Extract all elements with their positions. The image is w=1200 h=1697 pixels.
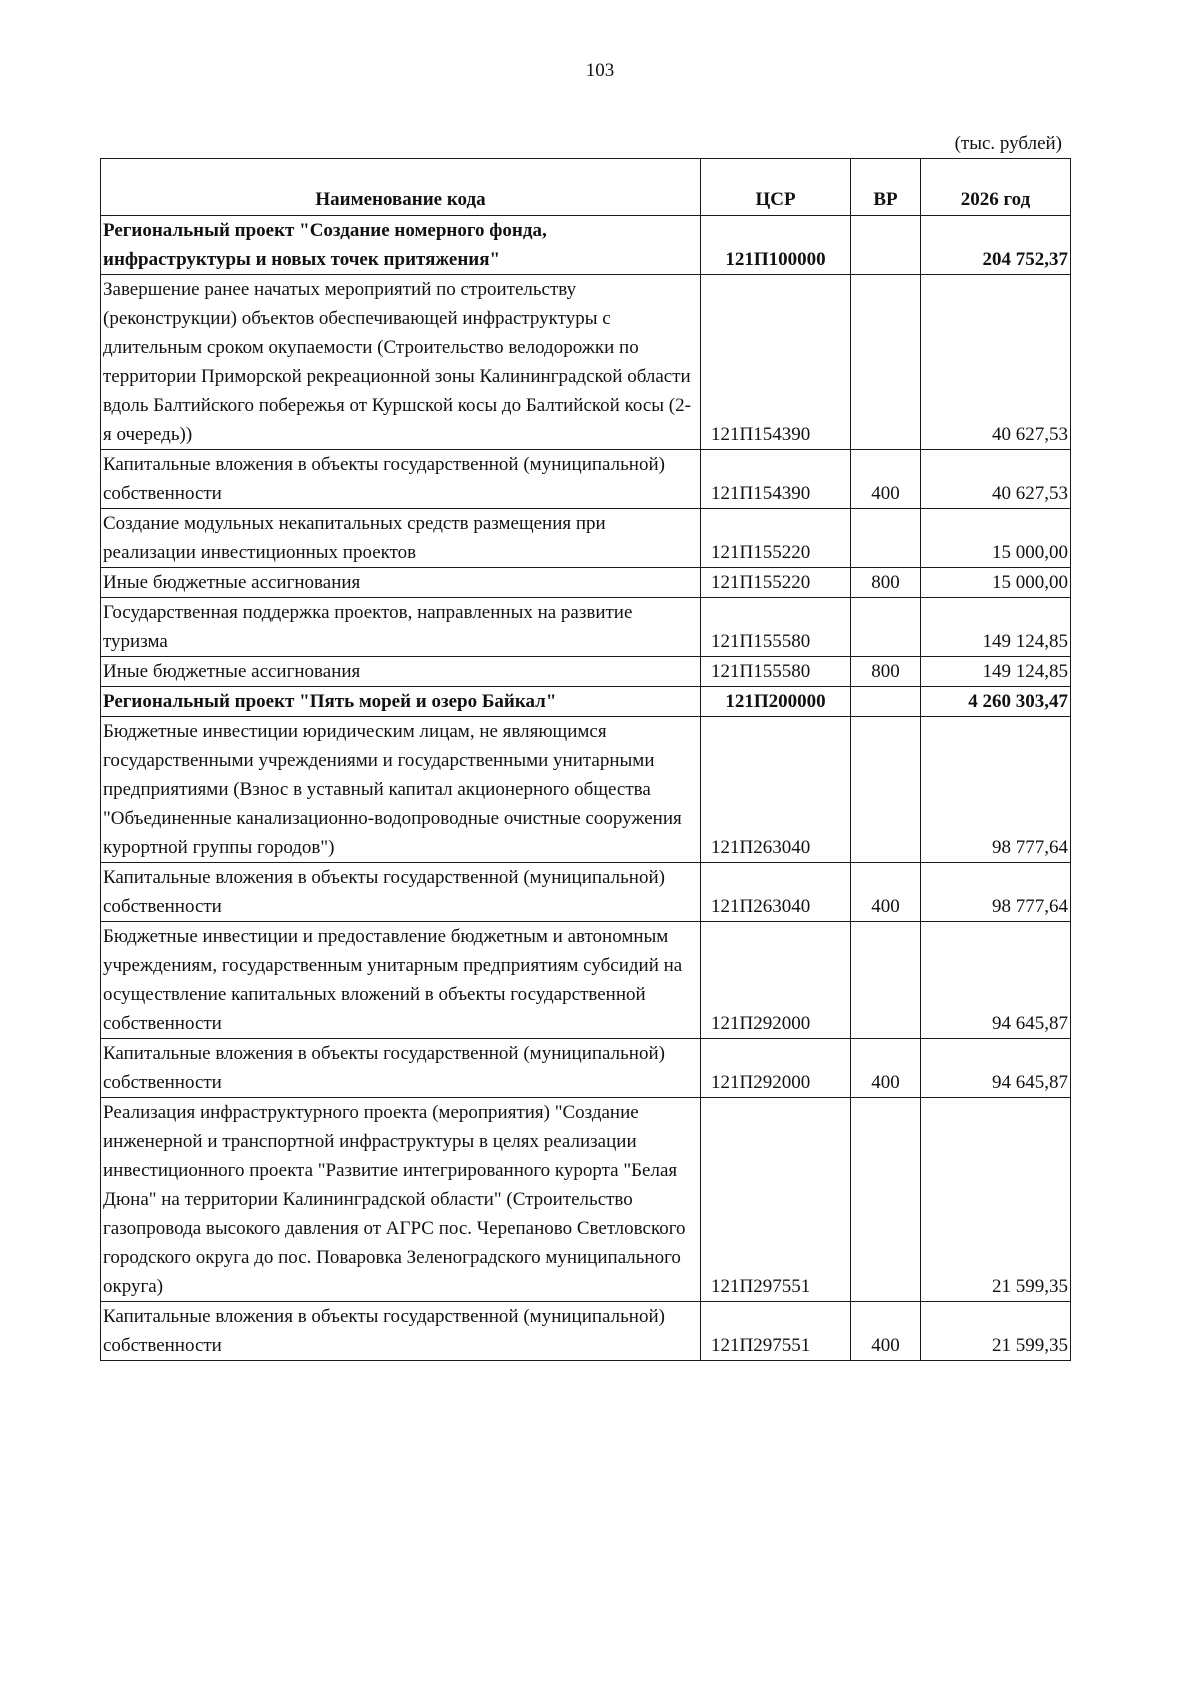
row-vr: 800 bbox=[851, 568, 921, 598]
row-csr: 121П154390 bbox=[701, 450, 851, 509]
table-row bbox=[101, 863, 1071, 922]
header-vr: ВР bbox=[851, 159, 921, 216]
row-name: Капитальные вложения в объекты государственной (муниципальной) собственности bbox=[101, 1302, 701, 1361]
row-name: Капитальные вложения в объекты государственной (муниципальной) собственности bbox=[101, 450, 701, 509]
header-name: Наименование кода bbox=[101, 159, 701, 216]
table-row bbox=[101, 922, 1071, 1039]
row-vr: 400 bbox=[851, 863, 921, 922]
row-vr bbox=[851, 275, 921, 450]
row-name: Региональный проект "Пять морей и озеро Байкал" bbox=[101, 687, 701, 717]
header-amount: 2026 год bbox=[921, 159, 1071, 216]
row-amount: 15 000,00 bbox=[921, 568, 1071, 598]
row-amount: 94 645,87 bbox=[921, 1039, 1071, 1098]
table-row bbox=[101, 1098, 1071, 1302]
table-row bbox=[101, 568, 1071, 598]
row-vr: 800 bbox=[851, 657, 921, 687]
row-amount: 21 599,35 bbox=[921, 1098, 1071, 1302]
table-row bbox=[101, 509, 1071, 568]
row-amount: 98 777,64 bbox=[921, 863, 1071, 922]
table-row bbox=[101, 1302, 1071, 1361]
row-vr: 400 bbox=[851, 450, 921, 509]
row-name: Капитальные вложения в объекты государственной (муниципальной) собственности bbox=[101, 1039, 701, 1098]
row-vr bbox=[851, 598, 921, 657]
row-csr: 121П292000 bbox=[701, 922, 851, 1039]
table-row bbox=[101, 275, 1071, 450]
units-label: (тыс. рублей) bbox=[954, 133, 1062, 154]
row-name: Иные бюджетные ассигнования bbox=[101, 568, 701, 598]
row-name: Завершение ранее начатых мероприятий по строительству (реконструкции) объектов обеспечивающей инфраструктуры с длительным сроком окупаемости (Строительство велодорожки по территории Приморской рекреационной зоны Калининградской области вдоль Балтийского побережья от Куршской косы до Балтийской косы (2-я очередь)) bbox=[101, 275, 701, 450]
row-csr: 121П297551 bbox=[701, 1098, 851, 1302]
row-csr: 121П292000 bbox=[701, 1039, 851, 1098]
row-name: Создание модульных некапитальных средств размещения при реализации инвестиционных проектов bbox=[101, 509, 701, 568]
row-amount: 15 000,00 bbox=[921, 509, 1071, 568]
row-amount: 40 627,53 bbox=[921, 450, 1071, 509]
table-row bbox=[101, 687, 1071, 717]
row-amount: 98 777,64 bbox=[921, 717, 1071, 863]
row-csr: 121П154390 bbox=[701, 275, 851, 450]
row-vr bbox=[851, 509, 921, 568]
row-csr: 121П263040 bbox=[701, 717, 851, 863]
row-amount: 40 627,53 bbox=[921, 275, 1071, 450]
row-vr bbox=[851, 922, 921, 1039]
row-csr: 121П100000 bbox=[701, 216, 851, 275]
row-name: Иные бюджетные ассигнования bbox=[101, 657, 701, 687]
table-header-row bbox=[101, 159, 1071, 216]
row-amount: 204 752,37 bbox=[921, 216, 1071, 275]
row-name: Бюджетные инвестиции юридическим лицам, не являющимся государственными учреждениями и государственными унитарными предприятиями (Взнос в уставный капитал акционерного общества "Объединенные канализационно-водопроводные очистные сооружения курортной группы городов") bbox=[101, 717, 701, 863]
row-vr: 400 bbox=[851, 1039, 921, 1098]
row-vr bbox=[851, 717, 921, 863]
row-vr bbox=[851, 687, 921, 717]
row-amount: 21 599,35 bbox=[921, 1302, 1071, 1361]
row-csr: 121П155220 bbox=[701, 568, 851, 598]
table-row bbox=[101, 216, 1071, 275]
row-name: Региональный проект "Создание номерного фонда, инфраструктуры и новых точек притяжения" bbox=[101, 216, 701, 275]
row-vr bbox=[851, 1098, 921, 1302]
row-name: Государственная поддержка проектов, направленных на развитие туризма bbox=[101, 598, 701, 657]
page-number: 103 bbox=[585, 60, 615, 81]
row-name: Капитальные вложения в объекты государственной (муниципальной) собственности bbox=[101, 863, 701, 922]
row-vr bbox=[851, 216, 921, 275]
table-row bbox=[101, 657, 1071, 687]
row-vr: 400 bbox=[851, 1302, 921, 1361]
row-name: Реализация инфраструктурного проекта (мероприятия) "Создание инженерной и транспортной инфраструктуры в целях реализации инвестиционного проекта "Развитие интегрированного курорта "Белая Дюна" на территории Калининградской области" (Строительство газопровода высокого давления от АГРС пос. Черепаново Светловского городского округа до пос. Поваровка Зеленоградского муниципального округа) bbox=[101, 1098, 701, 1302]
table-row bbox=[101, 450, 1071, 509]
row-csr: 121П263040 bbox=[701, 863, 851, 922]
row-csr: 121П155220 bbox=[701, 509, 851, 568]
row-csr: 121П155580 bbox=[701, 657, 851, 687]
table-row bbox=[101, 598, 1071, 657]
row-amount: 94 645,87 bbox=[921, 922, 1071, 1039]
header-csr: ЦСР bbox=[701, 159, 851, 216]
row-csr: 121П155580 bbox=[701, 598, 851, 657]
table-body bbox=[101, 216, 1071, 1361]
budget-table bbox=[100, 158, 1071, 1361]
row-amount: 4 260 303,47 bbox=[921, 687, 1071, 717]
row-amount: 149 124,85 bbox=[921, 598, 1071, 657]
row-name: Бюджетные инвестиции и предоставление бюджетным и автономным учреждениям, государственным унитарным предприятиям субсидий на осуществление капитальных вложений в объекты государственной собственности bbox=[101, 922, 701, 1039]
table-row bbox=[101, 1039, 1071, 1098]
table-row bbox=[101, 717, 1071, 863]
row-amount: 149 124,85 bbox=[921, 657, 1071, 687]
row-csr: 121П200000 bbox=[701, 687, 851, 717]
row-csr: 121П297551 bbox=[701, 1302, 851, 1361]
